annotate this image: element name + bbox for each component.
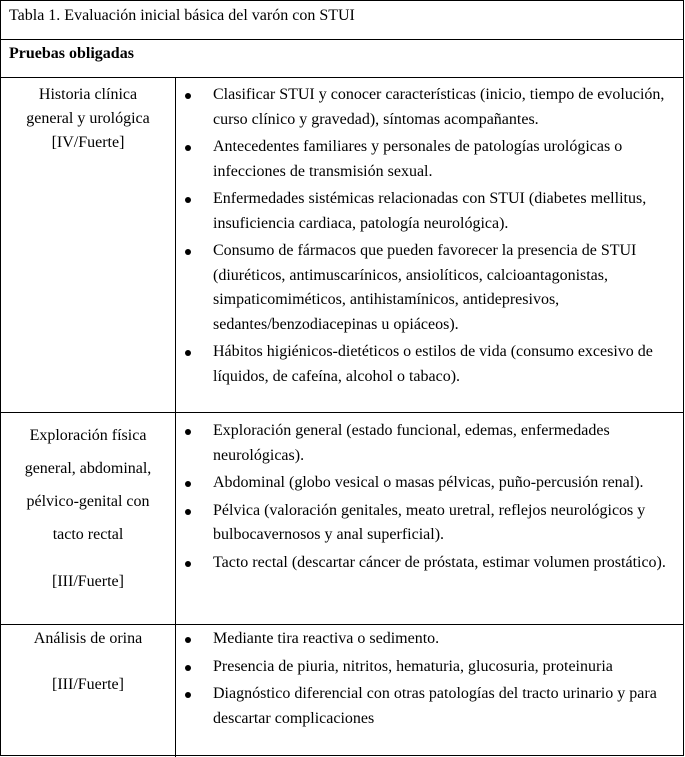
row-label-cell <box>1 78 176 412</box>
list-item <box>176 655 683 680</box>
row-label-line: Exploración física <box>29 427 147 444</box>
evidence-grade: [III/Fuerte] <box>52 573 124 590</box>
list-item <box>176 340 683 389</box>
list-item-text: Hábitos higiénicos-dietéticos o estilos de vida (consumo excesivo de líquidos, de cafeína, alcohol o tabaco). <box>213 343 653 385</box>
list-item-text: Diagnóstico diferencial con otras patologías del tracto urinario y para descartar complicaciones <box>213 685 657 727</box>
list-item-text: Mediante tira reactiva o sedimento. <box>213 630 440 647</box>
row-content-cell <box>176 413 683 624</box>
bullet-icon <box>185 637 191 643</box>
row-label-line: Análisis de orina <box>33 630 143 647</box>
row-label-line: general y urológica <box>26 110 150 127</box>
row-label-cell <box>1 413 176 624</box>
list-item <box>176 187 683 236</box>
list-item <box>176 627 683 652</box>
list-item <box>176 471 683 496</box>
evidence-grade: [III/Fuerte] <box>52 676 124 693</box>
list-item-text: Exploración general (estado funcional, edemas, enfermedades neurológicas). <box>213 422 610 464</box>
bullet-icon <box>185 197 191 203</box>
table-row <box>1 78 683 413</box>
list-item-text: Tacto rectal (descartar cáncer de próstata, estimar volumen prostático). <box>213 553 666 571</box>
bullet-icon <box>185 481 191 487</box>
bullet-icon <box>185 145 191 151</box>
bullet-list <box>176 625 683 731</box>
bullet-icon <box>185 429 191 435</box>
bullet-icon <box>185 692 191 698</box>
row-label-line: tacto rectal <box>52 526 124 543</box>
list-item-text: Presencia de piuria, nitritos, hematuria, glucosuria, proteinuria <box>213 657 613 675</box>
table-row <box>1 625 683 757</box>
row-label-cell <box>1 625 176 757</box>
row-label-line: general, abdominal, <box>24 460 152 477</box>
bullet-icon <box>185 561 191 567</box>
row-content-cell <box>176 78 683 412</box>
list-item <box>176 682 683 731</box>
bullet-icon <box>185 509 191 515</box>
list-item-text: Antecedentes familiares y personales de patologías urológicas o infecciones de transmisión sexual. <box>213 138 623 180</box>
table-row <box>1 413 683 625</box>
bullet-list <box>176 413 683 575</box>
list-item-text: Abdominal (globo vesical o masas pélvicas, puño-percusión renal). <box>213 474 644 491</box>
list-item-text: Pélvica (valoración genitales, meato uretral, reflejos neurológicos y bulbocavernosos y anal superficial). <box>213 501 646 543</box>
bullet-icon <box>185 93 191 99</box>
list-item-text: Enfermedades sistémicas relacionadas con STUI (diabetes mellitus, insuficiencia cardiaca, patología neurológica). <box>213 190 647 232</box>
section-header: Pruebas obligadas <box>1 40 683 78</box>
list-item <box>176 551 683 576</box>
list-item <box>176 239 683 337</box>
bullet-icon <box>185 665 191 671</box>
list-item-text: Clasificar STUI y conocer características (inicio, tiempo de evolución, curso clínico y gravedad), síntomas acompañantes. <box>213 86 665 128</box>
bullet-icon <box>185 249 191 255</box>
row-label-line: pélvico-genital con <box>26 493 150 510</box>
row-label-line: Historia clínica <box>38 86 138 103</box>
row-content-cell <box>176 625 683 757</box>
list-item <box>176 135 683 184</box>
list-item <box>176 83 683 132</box>
bullet-list <box>176 78 683 389</box>
list-item-text: Consumo de fármacos que pueden favorecer la presencia de STUI (diuréticos, antimuscarínicos, ansiolíticos, calcioantagonistas, simpaticomiméticos, antihistamínicos, antidepresivos, sedantes/benzodiacepinas u opiáceos). <box>213 242 637 333</box>
evidence-grade: [IV/Fuerte] <box>51 134 125 151</box>
list-item <box>176 419 683 468</box>
list-item <box>176 499 683 548</box>
table-title: Tabla 1. Evaluación inicial básica del varón con STUI <box>1 1 683 40</box>
bullet-icon <box>185 350 191 356</box>
